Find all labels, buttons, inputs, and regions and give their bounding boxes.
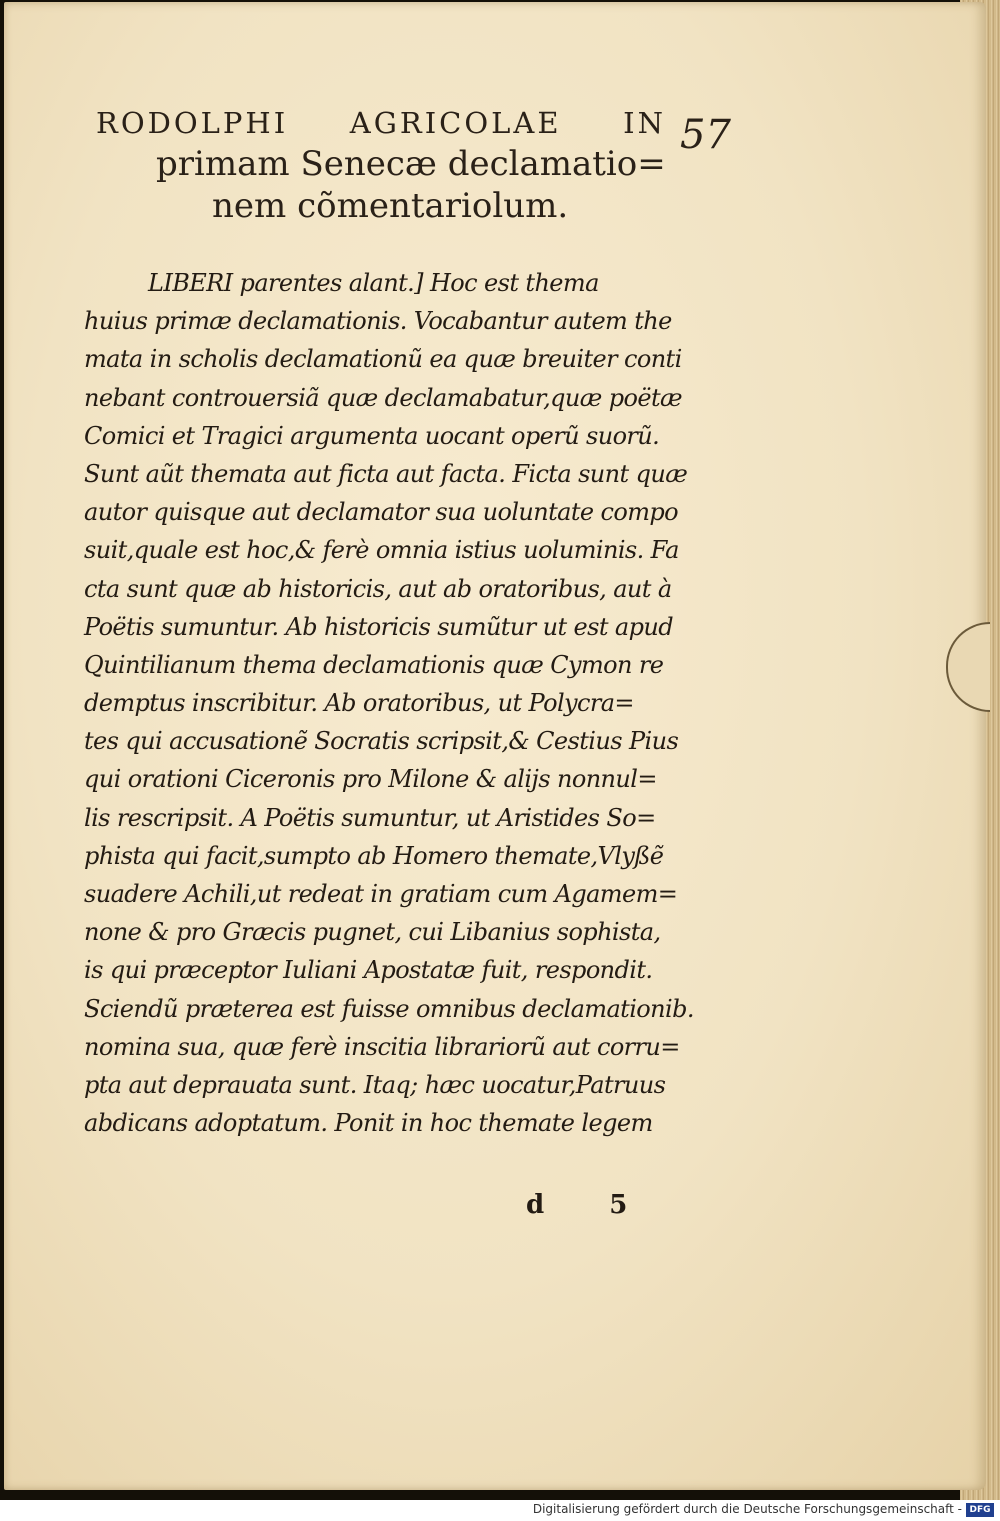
text-line: phista qui facit,sumpto ab Homero themate,Vlyßẽ bbox=[84, 841, 664, 870]
title-line: primam Senecæ declamatio= bbox=[156, 144, 666, 184]
text-line: abdicans adoptatum. Ponit in hoc themate legem bbox=[84, 1109, 653, 1138]
text-line: Poëtis sumuntur. Ab historicis sumũtur ut est apud bbox=[84, 612, 674, 641]
running-head bbox=[96, 106, 666, 140]
text-line: suadere Achili,ut redeat in gratiam cum Agamem= bbox=[84, 880, 678, 908]
text-line: qui orationi Ciceronis pro Milone & alijs nonnul= bbox=[84, 765, 657, 794]
text-line: mata in scholis declamationũ ea quæ breuiter conti bbox=[84, 345, 682, 374]
book-page bbox=[4, 2, 986, 1490]
text-line: nebant controuersiã quæ declamabatur,quæ poëtæ bbox=[84, 383, 682, 412]
running-head-word: AGRICOLAE bbox=[349, 106, 562, 140]
text-line: pta aut deprauata sunt. Itaq; hæc uocatur,Patruus bbox=[84, 1070, 666, 1099]
text-line: demptus inscribitur. Ab oratoribus, ut Polycra= bbox=[84, 689, 634, 718]
text-line: Quintilianum thema declamationis quæ Cymon re bbox=[84, 650, 664, 679]
text-line: Sciendũ præterea est fuisse omnibus declamationib. bbox=[84, 994, 694, 1023]
dfg-logo-icon: DFG bbox=[966, 1503, 994, 1517]
title-line: nem cõmentariolum. bbox=[212, 186, 569, 226]
text-line: is qui præceptor Iuliani Apostatæ fuit, respondit. bbox=[84, 956, 653, 985]
text-line: Comici et Tragici argumenta uocant operũ suorũ. bbox=[84, 421, 660, 450]
text-line: autor quisque aut declamator sua uoluntate compo bbox=[84, 498, 679, 527]
text-line: tes qui accusationẽ Socratis scripsit,& Cestius Pius bbox=[84, 727, 679, 756]
footer-bar bbox=[0, 1500, 1000, 1521]
text-line: cta sunt quæ ab historicis, aut ab oratoribus, aut à bbox=[84, 574, 672, 603]
text-line: huius primæ declamationis. Vocabantur autem the bbox=[84, 307, 672, 336]
running-head-word: RODOLPHI bbox=[96, 106, 289, 140]
text-line: Sunt aũt themata aut ficta aut facta. Ficta sunt quæ bbox=[84, 459, 688, 488]
text-line: none & pro Græcis pugnet, cui Libanius sophista, bbox=[84, 918, 661, 947]
text-line: nomina sua, quæ ferè inscitia librariorũ aut corru= bbox=[84, 1032, 680, 1061]
text-line: suit,quale est hoc,& ferè omnia istius uoluminis. Fa bbox=[84, 536, 679, 565]
running-head-word: IN bbox=[623, 106, 666, 140]
signature-mark: d 5 bbox=[526, 1190, 656, 1220]
page-number: 57 bbox=[680, 112, 731, 158]
text-line: LIBERI parentes alant.] Hoc est thema bbox=[148, 269, 599, 297]
text-line: lis rescripsit. A Poëtis sumuntur, ut Aristides So= bbox=[84, 803, 656, 832]
page-tab-mark bbox=[946, 622, 990, 712]
footer-credit: Digitalisierung gefördert durch die Deutsche Forschungsgemeinschaft - bbox=[532, 1502, 962, 1516]
body-text bbox=[84, 264, 694, 1142]
